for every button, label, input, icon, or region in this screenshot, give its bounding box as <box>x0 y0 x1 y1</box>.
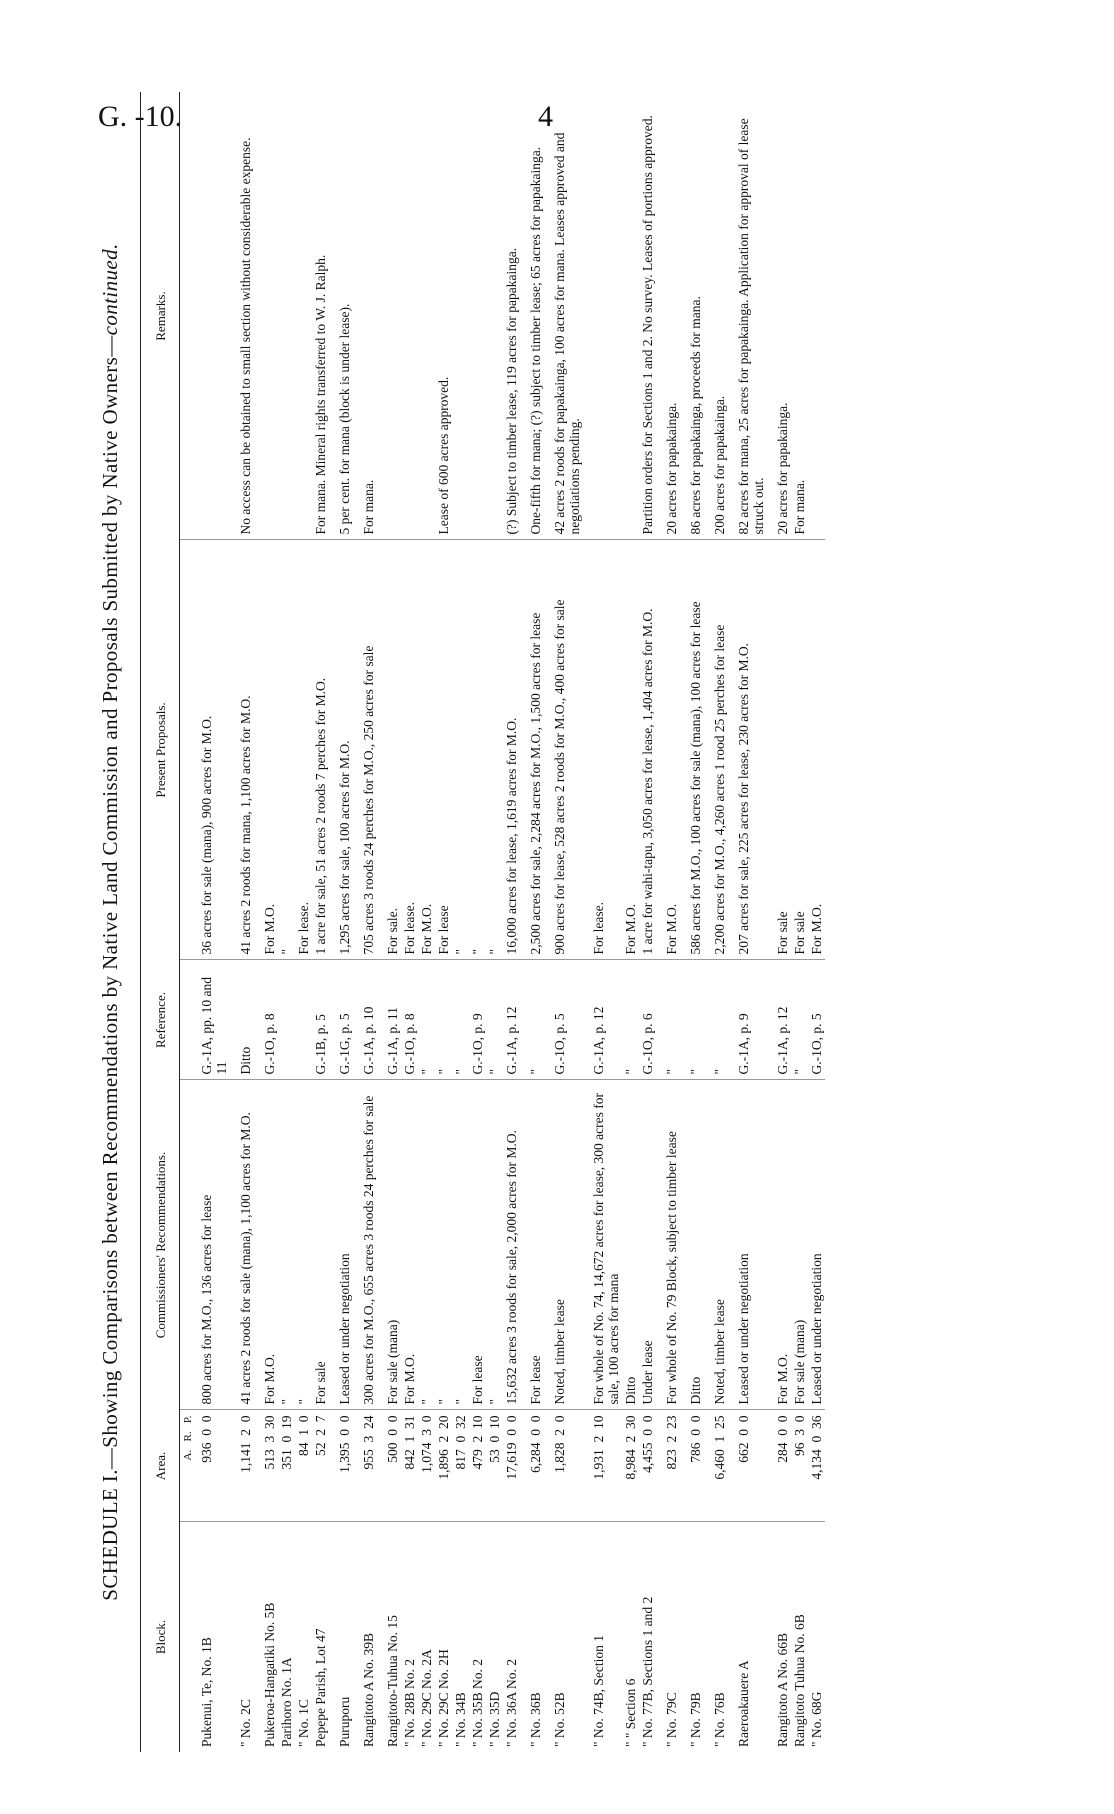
cell-area: 284 0 0 <box>767 1410 791 1522</box>
cell-block: " No. 29C No. 2A <box>419 1649 434 1747</box>
cell-block: " No. 35B No. 2 <box>470 1658 485 1747</box>
cell-remarks: For mana. <box>353 92 377 540</box>
table-row <box>418 92 435 1752</box>
cell-area: 6,460 1 25 <box>704 1410 728 1522</box>
cell-proposals: For M.O. <box>808 540 825 960</box>
table-row <box>486 92 503 1752</box>
table-row <box>377 92 401 1752</box>
cell-reference <box>295 960 312 1080</box>
cell-area: 955 3 24 <box>353 1410 377 1522</box>
cell-block: " No. 77B, Sections 1 and 2 <box>640 1596 655 1747</box>
cell-remarks <box>583 92 622 540</box>
cell-block: Puruporu <box>337 1696 352 1747</box>
rotated-schedule-sheet <box>98 92 918 1752</box>
cell-area: 6,284 0 0 <box>520 1410 544 1522</box>
table-row <box>435 92 452 1752</box>
cell-commissioners: " <box>295 1080 312 1410</box>
cell-block: " No. 36A No. 2 <box>504 1658 519 1747</box>
cell-area: 1,074 3 0 <box>418 1410 435 1522</box>
cell-area: 1,141 2 0 <box>230 1410 254 1522</box>
cell-reference: " <box>704 960 728 1080</box>
cell-reference: G.-1O, p. 5 <box>808 960 825 1080</box>
cell-remarks: One-fifth for mana; (?) subject to timber lease; 65 acres for papakainga. <box>520 92 544 540</box>
cell-commissioners: For M.O. <box>254 1080 278 1410</box>
table-row <box>544 92 583 1752</box>
cell-area: 96 3 0 <box>791 1410 808 1522</box>
cell-commissioners: 800 acres for M.O., 136 acres for lease <box>198 1080 230 1410</box>
cell-block: Rangitoto-Tuhua No. 15 <box>385 1615 400 1747</box>
table-row <box>353 92 377 1752</box>
cell-block: " No. 1C <box>296 1699 311 1747</box>
cell-proposals: 1 acre for wahi-tapu, 3,050 acres for lease, 1,404 acres for M.O. <box>639 540 656 960</box>
table-row <box>230 92 254 1752</box>
cell-commissioners: Ditto <box>622 1080 639 1410</box>
cell-commissioners: For whole of No. 74, 14,672 acres for lease, 300 acres for sale, 100 acres for mana <box>583 1080 622 1410</box>
table-row <box>503 92 520 1752</box>
cell-reference: " <box>680 960 704 1080</box>
cell-block: " No. 28B No. 2 <box>402 1658 417 1747</box>
cell-commissioners: Under lease <box>639 1080 656 1410</box>
cell-proposals: 41 acres 2 roods for mana, 1,100 acres for M.O. <box>230 540 254 960</box>
cell-proposals: For lease. <box>401 540 418 960</box>
cell-reference: G.-1A, p. 10 <box>353 960 377 1080</box>
cell-proposals: " <box>452 540 469 960</box>
cell-commissioners: For sale (mana) <box>377 1080 401 1410</box>
cell-commissioners: Ditto <box>680 1080 704 1410</box>
col-header-commissioners: Commissioners' Recommendations. <box>141 1080 180 1410</box>
schedule-title <box>98 92 138 1752</box>
cell-commissioners: " <box>435 1080 452 1410</box>
cell-reference: G.-1O, p. 6 <box>639 960 656 1080</box>
cell-block: " No. 68G <box>809 1691 824 1747</box>
table-row <box>767 92 791 1752</box>
units-spacer <box>180 540 199 960</box>
cell-remarks <box>418 92 435 540</box>
cell-area: 1,828 2 0 <box>544 1410 583 1522</box>
cell-proposals: 2,200 acres for M.O., 4,260 acres 1 rood 25 perches for lease <box>704 540 728 960</box>
cell-commissioners: 41 acres 2 roods for sale (mana), 1,100 acres for M.O. <box>230 1080 254 1410</box>
cell-block: " No. 76B <box>712 1692 727 1747</box>
table-row <box>791 92 808 1752</box>
units-spacer <box>180 1080 199 1410</box>
cell-area: 84 1 0 <box>295 1410 312 1522</box>
schedule-title-text: SCHEDULE I.—Showing Comparisons between Recommendations by Native Land Commission and Proposals Submitted by Native Owners— <box>98 335 122 1601</box>
cell-commissioners: Leased or under negotiation <box>728 1080 767 1410</box>
cell-commissioners: " <box>452 1080 469 1410</box>
table-row <box>639 92 656 1752</box>
table-body <box>180 92 826 1752</box>
table-row <box>680 92 704 1752</box>
cell-proposals: 207 acres for sale, 225 acres for lease, 230 acres for M.O. <box>728 540 767 960</box>
cell-reference: G.-1G, p. 5 <box>329 960 353 1080</box>
cell-remarks: For mana. Mineral rights transferred to W. J. Ralph. <box>312 92 329 540</box>
cell-reference: G.-1A, p. 11 <box>377 960 401 1080</box>
table-row <box>704 92 728 1752</box>
cell-proposals: " <box>278 540 295 960</box>
cell-reference: " <box>622 960 639 1080</box>
cell-area: 823 2 23 <box>656 1410 680 1522</box>
cell-commissioners: For sale (mana) <box>791 1080 808 1410</box>
cell-reference: " <box>486 960 503 1080</box>
cell-block: " No. 79B <box>688 1692 703 1747</box>
cell-commissioners: " <box>418 1080 435 1410</box>
cell-area: 52 2 7 <box>312 1410 329 1522</box>
table-row <box>656 92 680 1752</box>
cell-block: " No. 79C <box>664 1692 679 1747</box>
cell-proposals: 705 acres 3 roods 24 perches for M.O., 250 acres for sale <box>353 540 377 960</box>
cell-reference: " <box>520 960 544 1080</box>
cell-reference: G.-1A, p. 9 <box>728 960 767 1080</box>
cell-remarks <box>622 92 639 540</box>
cell-commissioners: Leased or under negotiation <box>808 1080 825 1410</box>
table-row <box>295 92 312 1752</box>
table-row <box>622 92 639 1752</box>
cell-block: Parihoro No. 1A <box>279 1657 294 1747</box>
cell-area: 53 0 10 <box>486 1410 503 1522</box>
cell-remarks: No access can be obtained to small section without considerable expense. <box>230 92 254 540</box>
cell-proposals: " <box>469 540 486 960</box>
cell-reference: G.-1A, p. 12 <box>583 960 622 1080</box>
cell-reference: G.-1O, p. 9 <box>469 960 486 1080</box>
cell-area: 351 0 19 <box>278 1410 295 1522</box>
cell-block: Raeroakauere A <box>736 1660 751 1747</box>
schedule-title-continued: continued. <box>98 243 122 336</box>
table-row <box>312 92 329 1752</box>
cell-area: 1,931 2 10 <box>583 1410 622 1522</box>
cell-commissioners: Noted, timber lease <box>544 1080 583 1410</box>
cell-reference: G.-1O, p. 8 <box>254 960 278 1080</box>
cell-reference: " <box>418 960 435 1080</box>
cell-remarks: 82 acres for mana, 25 acres for papakainga. Application for approval of lease struck out. <box>728 92 767 540</box>
table-row <box>583 92 622 1752</box>
table-row <box>329 92 353 1752</box>
cell-block: " No. 36B <box>528 1692 543 1747</box>
cell-reference: G.-1A, pp. 10 and 11 <box>198 960 230 1080</box>
cell-commissioners: For M.O. <box>767 1080 791 1410</box>
cell-proposals: 36 acres for sale (mana), 900 acres for M.O. <box>198 540 230 960</box>
table-row <box>452 92 469 1752</box>
page-number: 4 <box>538 100 553 133</box>
units-spacer <box>180 960 199 1080</box>
cell-block: Rangitoto A No. 66B <box>775 1632 790 1747</box>
cell-proposals: For M.O. <box>254 540 278 960</box>
cell-remarks: 5 per cent. for mana (block is under lease). <box>329 92 353 540</box>
cell-commissioners: For M.O. <box>401 1080 418 1410</box>
cell-area: 17,619 0 0 <box>503 1410 520 1522</box>
cell-block: " No. 2C <box>238 1699 253 1747</box>
col-header-area: Area. <box>141 1410 180 1522</box>
cell-remarks <box>254 92 278 540</box>
cell-commissioners: For lease <box>469 1080 486 1410</box>
cell-reference <box>278 960 295 1080</box>
cell-proposals: 900 acres for lease, 528 acres 2 roods for M.O., 400 acres for sale <box>544 540 583 960</box>
cell-block: Rangitoto Tuhua No. 6B <box>792 1614 807 1747</box>
cell-proposals: For sale <box>791 540 808 960</box>
cell-remarks: 20 acres for papakainga. <box>656 92 680 540</box>
cell-proposals: For M.O. <box>656 540 680 960</box>
cell-remarks <box>377 92 401 540</box>
cell-remarks: For mana. <box>791 92 808 540</box>
cell-proposals: 1,295 acres for sale, 100 acres for M.O. <box>329 540 353 960</box>
cell-area: 500 0 0 <box>377 1410 401 1522</box>
cell-reference: Ditto <box>230 960 254 1080</box>
cell-block: " No. 34B <box>453 1692 468 1747</box>
cell-remarks <box>278 92 295 540</box>
cell-proposals: " <box>486 540 503 960</box>
table-row <box>278 92 295 1752</box>
cell-area: 8,984 2 30 <box>622 1410 639 1522</box>
cell-block: Pepepe Parish, Lot 47 <box>313 1628 328 1747</box>
table-header <box>141 92 180 1752</box>
cell-block: Rangitoto A No. 39B <box>361 1632 376 1747</box>
cell-remarks: 86 acres for papakainga, proceeds for mana. <box>680 92 704 540</box>
col-header-block: Block. <box>141 1522 180 1752</box>
cell-commissioners: Noted, timber lease <box>704 1080 728 1410</box>
cell-block: " No. 74B, Section 1 <box>591 1634 606 1747</box>
table-row <box>469 92 486 1752</box>
cell-area: 1,395 0 0 <box>329 1410 353 1522</box>
cell-commissioners: For sale <box>312 1080 329 1410</box>
table-row <box>254 92 278 1752</box>
cell-area: 513 3 30 <box>254 1410 278 1522</box>
area-units-row <box>180 92 199 1752</box>
cell-remarks: 200 acres for papakainga. <box>704 92 728 540</box>
cell-reference: G.-1O, p. 8 <box>401 960 418 1080</box>
cell-commissioners: 300 acres for M.O., 655 acres 3 roods 24 perches for sale <box>353 1080 377 1410</box>
col-header-proposals: Present Proposals. <box>141 540 180 960</box>
cell-reference: G.-1A, p. 12 <box>767 960 791 1080</box>
cell-remarks <box>295 92 312 540</box>
cell-remarks: 20 acres for papakainga. <box>767 92 791 540</box>
cell-commissioners: " <box>278 1080 295 1410</box>
cell-area: 936 0 0 <box>198 1410 230 1522</box>
cell-remarks <box>808 92 825 540</box>
units-spacer <box>180 92 199 540</box>
cell-proposals: For M.O. <box>622 540 639 960</box>
cell-proposals: For lease. <box>295 540 312 960</box>
cell-block: Pukenui, Te, No. 1B <box>199 1637 214 1747</box>
cell-proposals: For M.O. <box>418 540 435 960</box>
cell-reference: " <box>435 960 452 1080</box>
cell-remarks: Partition orders for Sections 1 and 2. No survey. Leases of portions approved. <box>639 92 656 540</box>
cell-remarks: 42 acres 2 roods for papakainga, 100 acres for mana. Leases approved and negotiations pending. <box>544 92 583 540</box>
cell-reference: G.-1O, p. 5 <box>544 960 583 1080</box>
cell-remarks <box>198 92 230 540</box>
table-row <box>808 92 825 1752</box>
cell-commissioners: For whole of No. 79 Block, subject to timber lease <box>656 1080 680 1410</box>
cell-proposals: 2,500 acres for sale, 2,284 acres for M.O., 1,500 acres for lease <box>520 540 544 960</box>
cell-block: Pukeroa-Hangatiki No. 5B <box>262 1602 277 1747</box>
cell-area: 662 0 0 <box>728 1410 767 1522</box>
cell-reference: " <box>656 960 680 1080</box>
cell-area: 4,455 0 0 <box>639 1410 656 1522</box>
col-header-reference: Reference. <box>141 960 180 1080</box>
cell-area: 817 0 32 <box>452 1410 469 1522</box>
cell-area: 786 0 0 <box>680 1410 704 1522</box>
table-row <box>198 92 230 1752</box>
area-units: A. R. P. <box>180 1410 199 1522</box>
cell-proposals: For lease <box>435 540 452 960</box>
table-row <box>520 92 544 1752</box>
cell-reference: G.-1B, p. 5 <box>312 960 329 1080</box>
cell-proposals: 1 acre for sale, 51 acres 2 roods 7 perches for M.O. <box>312 540 329 960</box>
col-header-remarks: Remarks. <box>141 92 180 540</box>
cell-proposals: For sale <box>767 540 791 960</box>
cell-proposals: 16,000 acres for lease, 1,619 acres for M.O. <box>503 540 520 960</box>
cell-proposals: 586 acres for M.O., 100 acres for sale (mana), 100 acres for lease <box>680 540 704 960</box>
cell-commissioners: 15,632 acres 3 roods for sale, 2,000 acres for M.O. <box>503 1080 520 1410</box>
cell-remarks <box>401 92 418 540</box>
cell-remarks <box>486 92 503 540</box>
cell-area: 4,134 0 36 <box>808 1410 825 1522</box>
cell-reference: G.-1A, p. 12 <box>503 960 520 1080</box>
table-row <box>728 92 767 1752</box>
cell-reference: " <box>791 960 808 1080</box>
cell-block: " No. 52B <box>552 1692 567 1747</box>
cell-area: 479 2 10 <box>469 1410 486 1522</box>
cell-area: 1,896 2 20 <box>435 1410 452 1522</box>
cell-remarks: Lease of 600 acres approved. <box>435 92 452 540</box>
cell-reference: " <box>452 960 469 1080</box>
page-code: G. -10. <box>98 100 183 133</box>
cell-block: " " Section 6 <box>623 1678 638 1747</box>
cell-proposals: For sale. <box>377 540 401 960</box>
cell-proposals: For lease. <box>583 540 622 960</box>
cell-area: 842 1 31 <box>401 1410 418 1522</box>
cell-remarks: (?) Subject to timber lease, 119 acres for papakainga. <box>503 92 520 540</box>
cell-remarks <box>452 92 469 540</box>
cell-commissioners: Leased or under negotiation <box>329 1080 353 1410</box>
cell-commissioners: For lease <box>520 1080 544 1410</box>
cell-block: " No. 35D <box>487 1691 502 1747</box>
cell-block: " No. 29C No. 2H <box>436 1649 451 1747</box>
cell-remarks <box>469 92 486 540</box>
units-spacer <box>180 1522 199 1752</box>
table-row <box>401 92 418 1752</box>
schedule-table <box>140 92 825 1752</box>
cell-commissioners: " <box>486 1080 503 1410</box>
